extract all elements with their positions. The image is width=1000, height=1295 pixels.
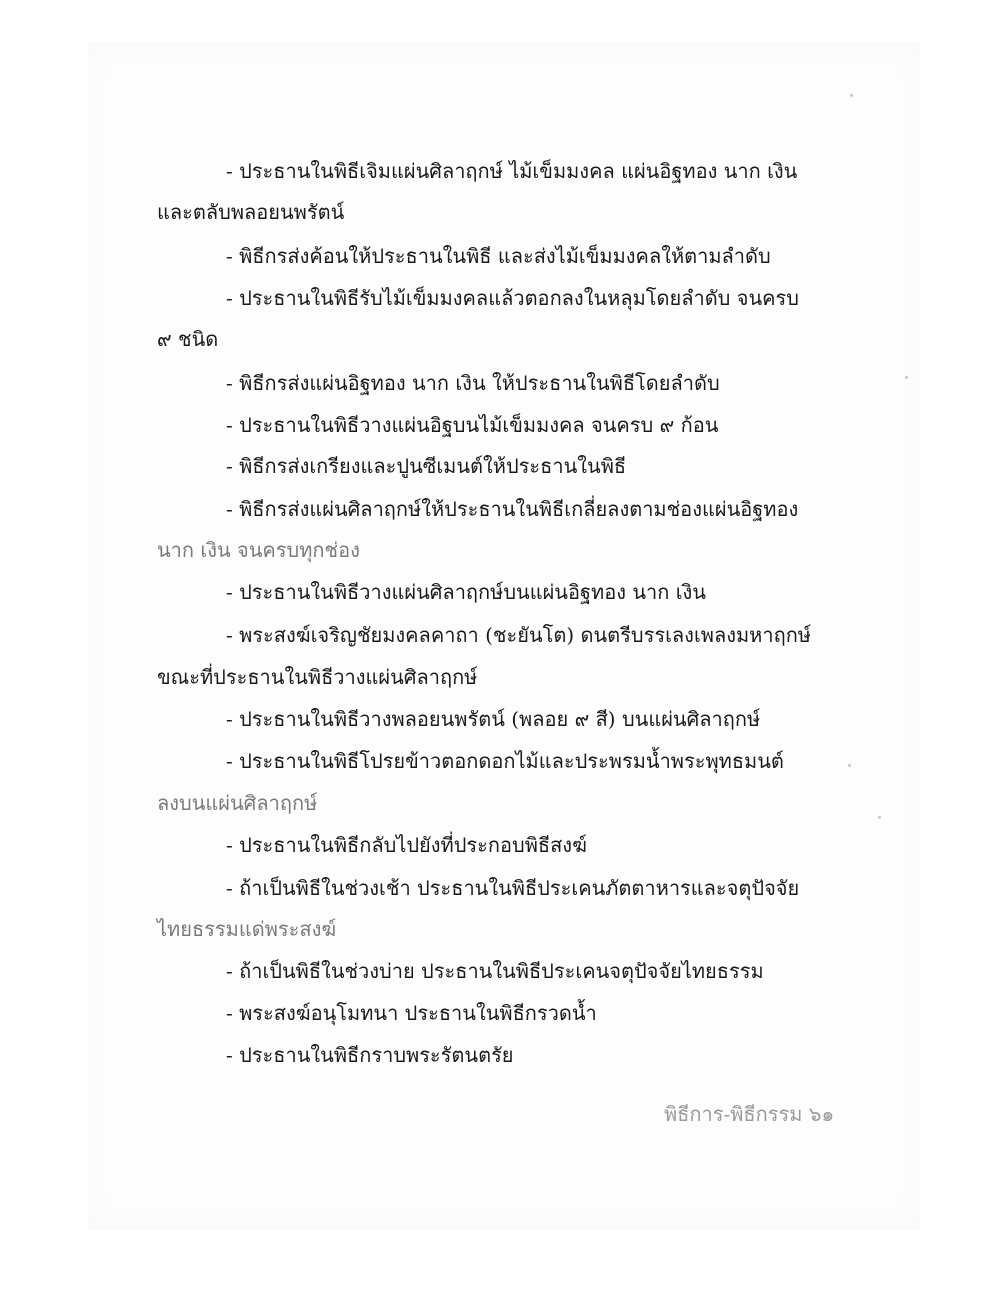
text-line-6: - พิธีกรส่งแผ่นอิฐทอง นาก เงิน ให้ประธานในพิธีโดยลำดับ [226,371,720,395]
text-line-1: - ประธานในพิธีเจิมแผ่นศิลาฤกษ์ ไม้เข็มมงคล แผ่นอิฐทอง นาก เงิน [226,159,798,183]
text-line-17: - ประธานในพิธีกลับไปยังที่ประกอบพิธีสงฆ์ [226,833,587,857]
text-line-9: - พิธีกรส่งแผ่นศิลาฤกษ์ให้ประธานในพิธีเกลี่ยลงตามช่องแผ่นอิฐทอง [226,497,799,521]
text-line-7: - ประธานในพิธีวางแผ่นอิฐบนไม้เข็มมงคล จนครบ ๙ ก้อน [226,413,719,437]
text-line-22: - ประธานในพิธีกราบพระรัตนตรัย [226,1043,514,1067]
text-line-21: - พระสงฆ์อนุโมทนา ประธานในพิธีกรวดน้ำ [226,1001,597,1025]
text-line-11: - ประธานในพิธีวางแผ่นศิลาฤกษ์บนแผ่นอิฐทอง นาก เงิน [226,580,706,604]
text-line-3: - พิธีกรส่งค้อนให้ประธานในพิธี และส่งไม้เข็มมงคลให้ตามลำดับ [226,244,771,268]
scan-speck [878,816,881,819]
text-line-15: - ประธานในพิธีโปรยข้าวตอกดอกไม้และประพรมน้ำพระพุทธมนต์ [226,749,784,773]
text-line-20: - ถ้าเป็นพิธีในช่วงบ่าย ประธานในพิธีประเคนจตุปัจจัยไทยธรรม [226,959,764,983]
text-line-2: และตลับพลอยนพรัตน์ [157,200,345,224]
text-line-4: - ประธานในพิธีรับไม้เข็มมงคลแล้วตอกลงในหลุมโดยลำดับ จนครบ [226,286,799,310]
text-line-14: - ประธานในพิธีวางพลอยนพรัตน์ (พลอย ๙ สี) บนแผ่นศิลาฤกษ์ [226,707,761,731]
scan-speck [850,94,853,97]
text-line-19: ไทยธรรมแด่พระสงฆ์ [157,917,337,941]
text-line-8: - พิธีกรส่งเกรียงและปูนซีเมนต์ให้ประธานในพิธี [226,454,627,478]
text-line-12: - พระสงฆ์เจริญชัยมงคลคาถา (ชะยันโต) ดนตรีบรรเลงเพลงมหาฤกษ์ [226,623,811,647]
text-line-18: - ถ้าเป็นพิธีในช่วงเช้า ประธานในพิธีประเคนภัตตาหารและจตุปัจจัย [226,876,800,900]
page-footer: พิธีการ-พิธีกรรม ๖๑ [664,1102,835,1126]
text-line-13: ขณะที่ประธานในพิธีวางแผ่นศิลาฤกษ์ [157,665,478,689]
text-line-10: นาก เงิน จนครบทุกช่อง [157,538,360,562]
scan-speck [905,376,908,379]
text-line-5: ๙ ชนิด [157,327,219,351]
text-line-16: ลงบนแผ่นศิลาฤกษ์ [157,791,318,815]
scan-speck [848,764,851,767]
